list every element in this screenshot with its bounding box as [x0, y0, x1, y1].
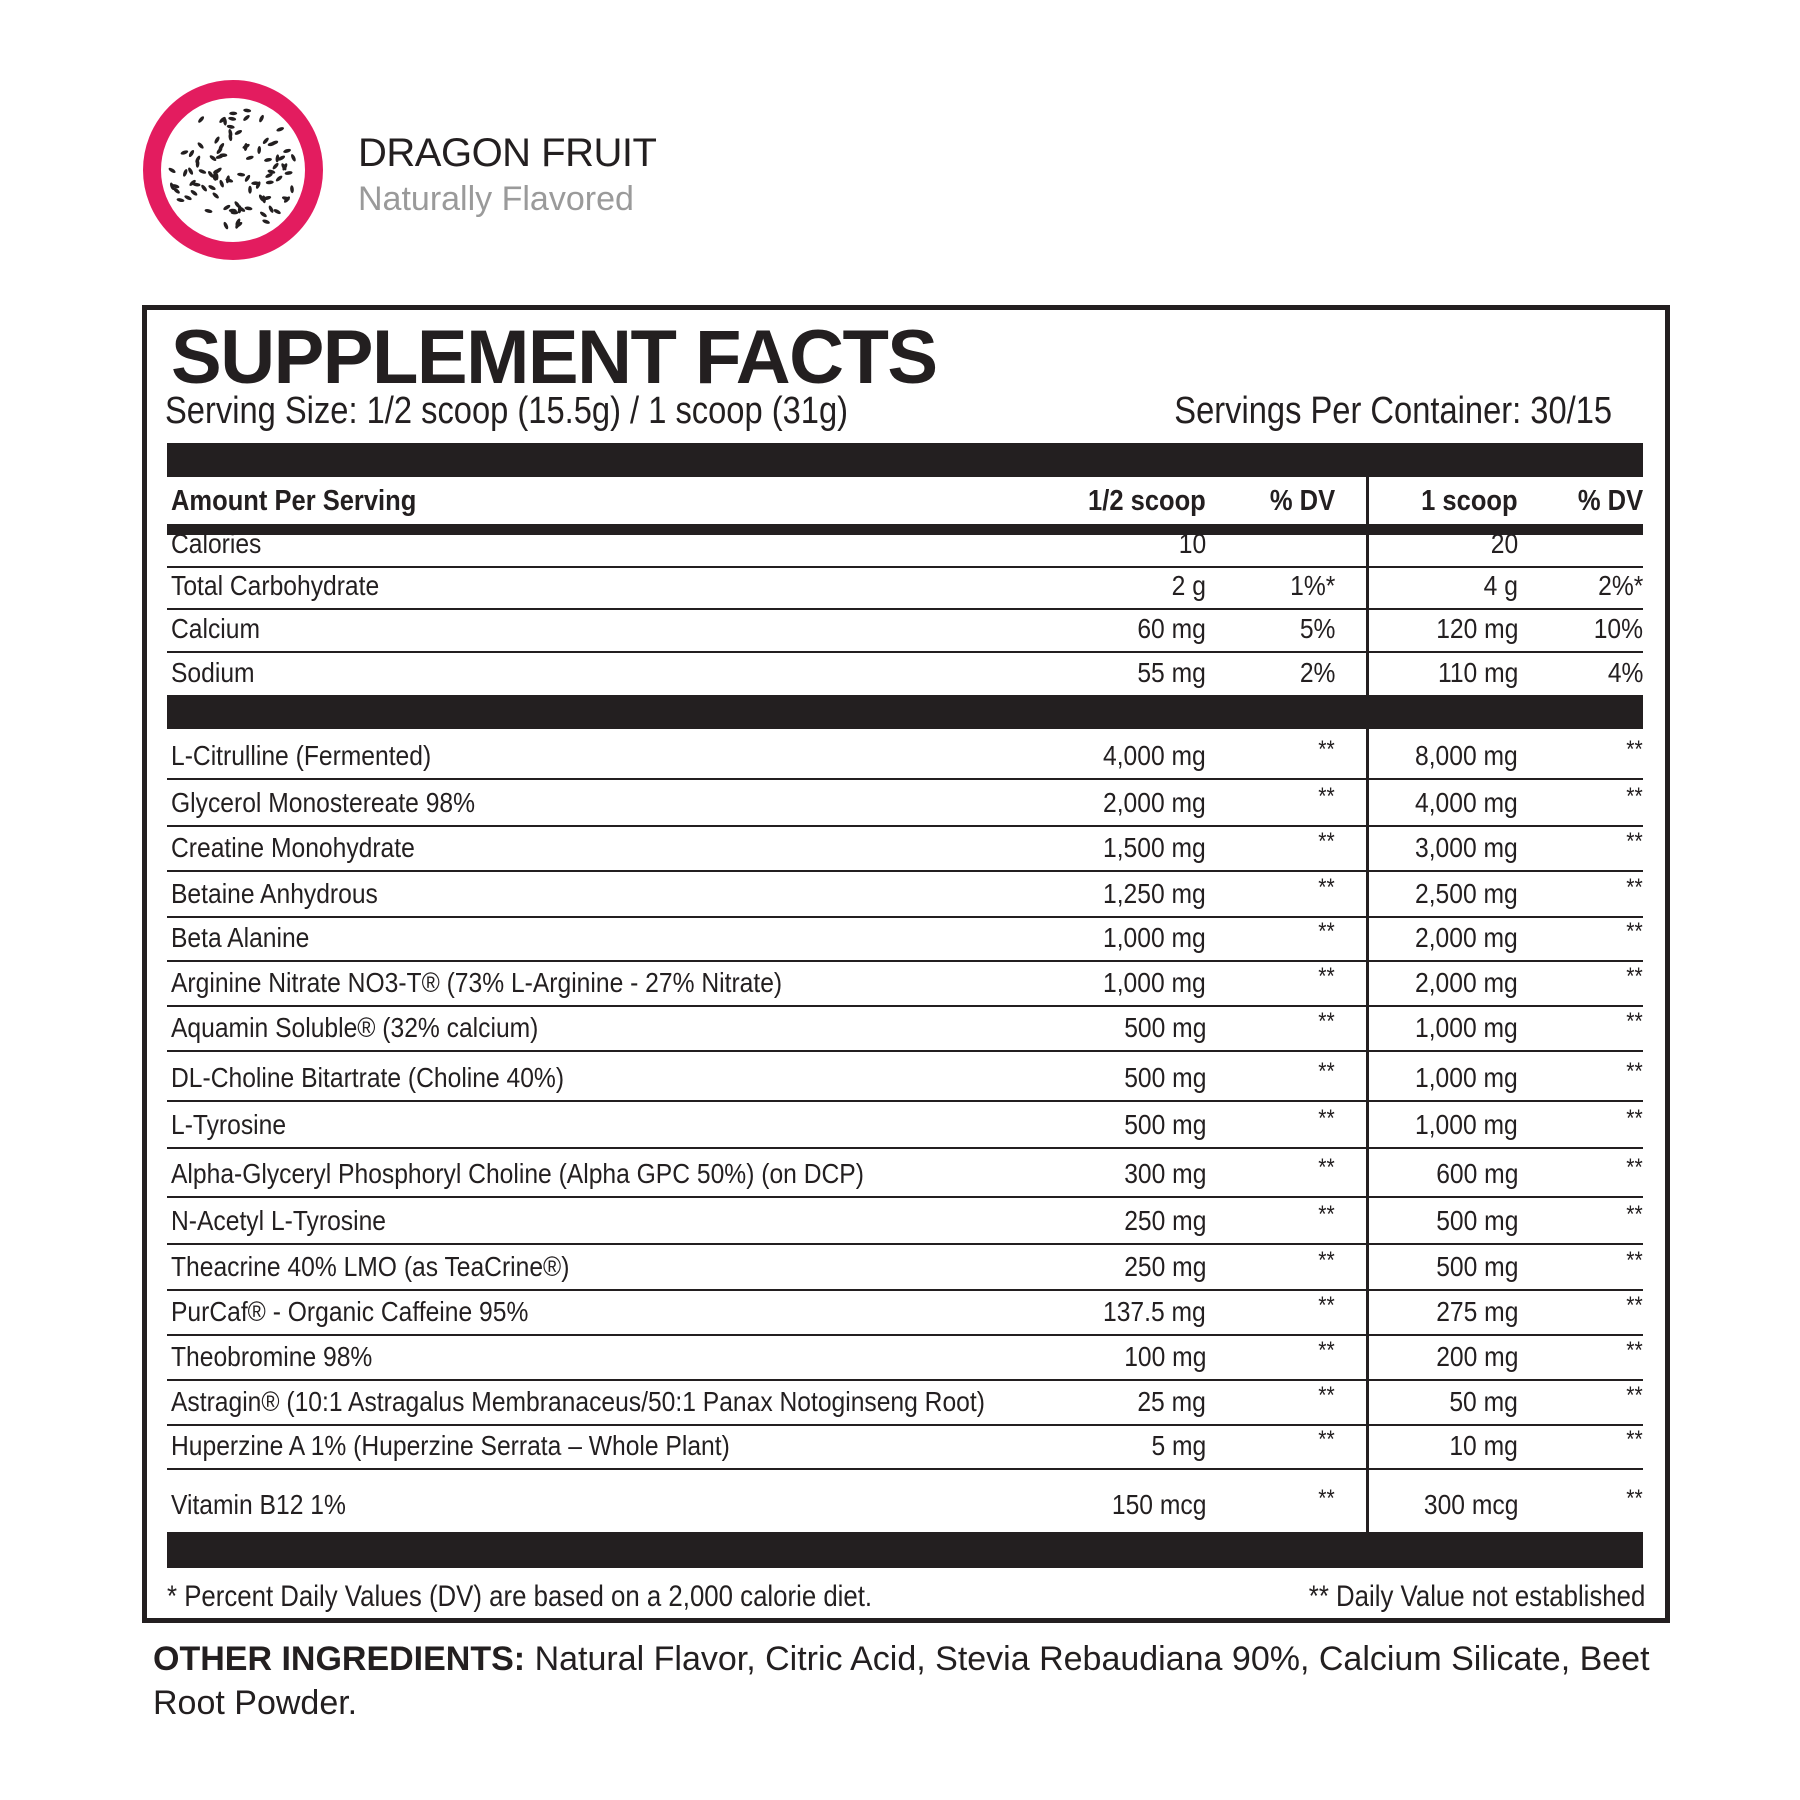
ingredient-row [167, 1007, 1643, 1052]
ingredient-row [167, 962, 1643, 1007]
full-scoop-amount: 275 mg [1435, 1296, 1518, 1327]
item-name: PurCaf® - Organic Caffeine 95% [171, 1296, 529, 1327]
half-scoop-dv: ** [1318, 1154, 1335, 1181]
item-name: Glycerol Monostereate 98% [171, 787, 476, 818]
ingredient-row [167, 1291, 1643, 1336]
half-scoop-amount: 100 mg [1123, 1341, 1206, 1372]
half-scoop-dv: ** [1318, 1485, 1335, 1512]
ingredient-row [167, 918, 1643, 962]
full-scoop-dv: ** [1626, 783, 1643, 810]
full-scoop-amount: 2,000 mg [1415, 922, 1518, 953]
ingredient-row [167, 1245, 1643, 1291]
item-name: Total Carbohydrate [171, 570, 380, 601]
full-scoop-dv: ** [1626, 1292, 1643, 1319]
half-scoop-amount: 500 mg [1123, 1109, 1206, 1140]
full-scoop-dv: 4% [1607, 657, 1643, 688]
half-scoop-amount: 60 mg [1137, 613, 1206, 644]
full-scoop-dv: 2%* [1597, 570, 1643, 601]
nutrient-row [167, 610, 1643, 653]
full-scoop-dv: 10% [1593, 613, 1643, 644]
item-name: Betaine Anhydrous [171, 878, 378, 909]
half-scoop-dv: ** [1318, 783, 1335, 810]
full-dv-label: % DV [1577, 485, 1643, 517]
half-scoop-amount: 300 mg [1123, 1158, 1206, 1189]
full-scoop-amount: 2,000 mg [1415, 967, 1518, 998]
ingredient-row [167, 1052, 1643, 1102]
half-scoop-amount: 4,000 mg [1103, 740, 1206, 771]
half-scoop-amount: 55 mg [1137, 657, 1206, 688]
half-scoop-dv: 1%* [1289, 570, 1335, 601]
half-scoop-amount: 2 g [1171, 570, 1206, 601]
item-name: Arginine Nitrate NO3-T® (73% L-Arginine - 27% Nitrate) [171, 967, 783, 998]
item-name: Aquamin Soluble® (32% calcium) [171, 1012, 539, 1043]
header-divider [167, 524, 1643, 535]
half-scoop-amount: 500 mg [1123, 1012, 1206, 1043]
half-scoop-amount: 2,000 mg [1103, 787, 1206, 818]
half-scoop-dv: ** [1318, 1292, 1335, 1319]
full-scoop-amount: 1,000 mg [1415, 1012, 1518, 1043]
item-name: Sodium [171, 657, 255, 688]
ingredient-row [167, 780, 1643, 827]
half-scoop-dv: ** [1318, 918, 1335, 945]
nutrient-row [167, 568, 1643, 610]
full-scoop-amount: 200 mg [1435, 1341, 1518, 1372]
full-scoop-amount: 8,000 mg [1415, 740, 1518, 771]
half-scoop-dv: ** [1318, 736, 1335, 763]
half-scoop-amount: 1,500 mg [1103, 832, 1206, 863]
full-scoop-amount: 20 [1490, 528, 1518, 559]
half-scoop-dv: ** [1318, 1105, 1335, 1132]
full-scoop-dv: ** [1626, 1058, 1643, 1085]
supplement-facts-panel [142, 305, 1670, 1623]
full-scoop-amount: 600 mg [1435, 1158, 1518, 1189]
half-scoop-amount: 1,250 mg [1103, 878, 1206, 909]
half-scoop-dv: ** [1318, 1247, 1335, 1274]
ingredient-row [167, 1149, 1643, 1198]
full-scoop-dv: ** [1626, 1382, 1643, 1409]
panel-title: SUPPLEMENT FACTS [171, 315, 937, 400]
half-scoop-amount: 10 [1178, 528, 1206, 559]
item-name: Theacrine 40% LMO (as TeaCrine®) [171, 1251, 570, 1282]
half-scoop-dv: ** [1318, 1382, 1335, 1409]
full-scoop-amount: 4 g [1483, 570, 1518, 601]
full-scoop-dv: ** [1626, 1105, 1643, 1132]
full-scoop-amount: 1,000 mg [1415, 1062, 1518, 1093]
other-ingredients-label: OTHER INGREDIENTS: [153, 1640, 526, 1678]
full-scoop-dv: ** [1626, 1154, 1643, 1181]
item-name: DL-Choline Bitartrate (Choline 40%) [171, 1062, 565, 1093]
full-scoop-amount: 4,000 mg [1415, 787, 1518, 818]
item-name: Vitamin B12 1% [171, 1489, 346, 1520]
half-scoop-dv: 5% [1299, 613, 1335, 644]
seed-mark [248, 186, 252, 194]
half-scoop-dv: 2% [1299, 657, 1335, 688]
full-scoop-dv: ** [1626, 1201, 1643, 1228]
serving-size: Serving Size: 1/2 scoop (15.5g) / 1 scoop (31g) [165, 390, 849, 432]
item-name: L-Citrulline (Fermented) [171, 740, 432, 771]
half-scoop-dv: ** [1318, 963, 1335, 990]
item-name: Alpha-Glyceryl Phosphoryl Choline (Alpha GPC 50%) (on DCP) [171, 1158, 864, 1189]
half-scoop-dv: ** [1318, 1008, 1335, 1035]
full-scoop-amount: 120 mg [1435, 613, 1518, 644]
thick-divider [167, 1532, 1643, 1568]
full-scoop-label: 1 scoop [1421, 485, 1518, 517]
item-name: Beta Alanine [171, 922, 310, 953]
full-scoop-dv: ** [1626, 1485, 1643, 1512]
item-name: Theobromine 98% [171, 1341, 373, 1372]
footnote-not-established: ** Daily Value not established [1308, 1580, 1645, 1613]
full-scoop-amount: 1,000 mg [1415, 1109, 1518, 1140]
half-scoop-amount: 250 mg [1123, 1205, 1206, 1236]
servings-per-container: Servings Per Container: 30/15 [1174, 390, 1612, 432]
nutrient-row [167, 653, 1643, 695]
full-scoop-dv: ** [1626, 1008, 1643, 1035]
half-scoop-dv: ** [1318, 1201, 1335, 1228]
full-scoop-amount: 500 mg [1435, 1251, 1518, 1282]
half-scoop-dv: ** [1318, 874, 1335, 901]
half-scoop-dv: ** [1318, 828, 1335, 855]
item-name: Astragin® (10:1 Astragalus Membranaceus/50:1 Panax Notoginseng Root) [171, 1386, 985, 1417]
other-ingredients-text: Natural Flavor, Citric Acid, Stevia Rebaudiana 90%, Calcium Silicate, Beet Root Powder. [153, 1640, 1650, 1722]
ingredient-row [167, 872, 1643, 918]
full-scoop-amount: 110 mg [1437, 657, 1518, 688]
ingredient-row [167, 729, 1643, 780]
other-ingredients [153, 1637, 1683, 1725]
nutrient-row [167, 528, 1643, 568]
full-scoop-dv: ** [1626, 1247, 1643, 1274]
item-name: N-Acetyl L-Tyrosine [171, 1205, 386, 1236]
item-name: Calcium [171, 613, 261, 644]
half-scoop-amount: 500 mg [1123, 1062, 1206, 1093]
half-scoop-label: 1/2 scoop [1088, 485, 1206, 517]
thick-divider [167, 695, 1643, 729]
ingredient-row [167, 1470, 1643, 1527]
thick-divider [167, 443, 1643, 477]
half-scoop-dv: ** [1318, 1058, 1335, 1085]
ingredient-row [167, 1426, 1643, 1470]
ingredient-row [167, 1198, 1643, 1245]
full-scoop-amount: 2,500 mg [1415, 878, 1518, 909]
half-scoop-amount: 25 mg [1137, 1386, 1206, 1417]
half-dv-label: % DV [1269, 485, 1335, 517]
full-scoop-amount: 300 mcg [1423, 1489, 1518, 1520]
half-scoop-amount: 137.5 mg [1103, 1296, 1206, 1327]
footnote-dv: * Percent Daily Values (DV) are based on a 2,000 calorie diet. [167, 1580, 873, 1613]
column-divider [1366, 729, 1369, 1532]
full-scoop-dv: ** [1626, 918, 1643, 945]
header-row [167, 477, 1643, 524]
item-name: Calories [171, 528, 262, 559]
half-scoop-dv: ** [1318, 1426, 1335, 1453]
flavor-name: DRAGON FRUIT [358, 131, 657, 175]
full-scoop-dv: ** [1626, 963, 1643, 990]
half-scoop-amount: 150 mcg [1111, 1489, 1206, 1520]
item-name: L-Tyrosine [171, 1109, 287, 1140]
ingredient-row [167, 1336, 1643, 1381]
item-name: Huperzine A 1% (Huperzine Serrata – Whole Plant) [171, 1430, 730, 1461]
half-scoop-dv: ** [1318, 1337, 1335, 1364]
item-name: Creatine Monohydrate [171, 832, 415, 863]
full-scoop-dv: ** [1626, 736, 1643, 763]
full-scoop-dv: ** [1626, 1426, 1643, 1453]
half-scoop-amount: 5 mg [1151, 1430, 1206, 1461]
half-scoop-amount: 1,000 mg [1103, 967, 1206, 998]
full-scoop-amount: 50 mg [1449, 1386, 1518, 1417]
full-scoop-amount: 10 mg [1449, 1430, 1518, 1461]
half-scoop-amount: 1,000 mg [1103, 922, 1206, 953]
full-scoop-amount: 3,000 mg [1415, 832, 1518, 863]
ingredient-row [167, 827, 1643, 872]
column-divider [1366, 477, 1369, 695]
dragon-fruit-icon [142, 79, 324, 261]
full-scoop-amount: 500 mg [1435, 1205, 1518, 1236]
flavor-subtitle: Naturally Flavored [358, 180, 634, 218]
full-scoop-dv: ** [1626, 1337, 1643, 1364]
half-scoop-amount: 250 mg [1123, 1251, 1206, 1282]
ingredient-row [167, 1381, 1643, 1426]
seed-mark [229, 112, 237, 116]
full-scoop-dv: ** [1626, 874, 1643, 901]
full-scoop-dv: ** [1626, 828, 1643, 855]
ingredient-row [167, 1102, 1643, 1149]
amount-per-serving-label: Amount Per Serving [171, 485, 417, 517]
